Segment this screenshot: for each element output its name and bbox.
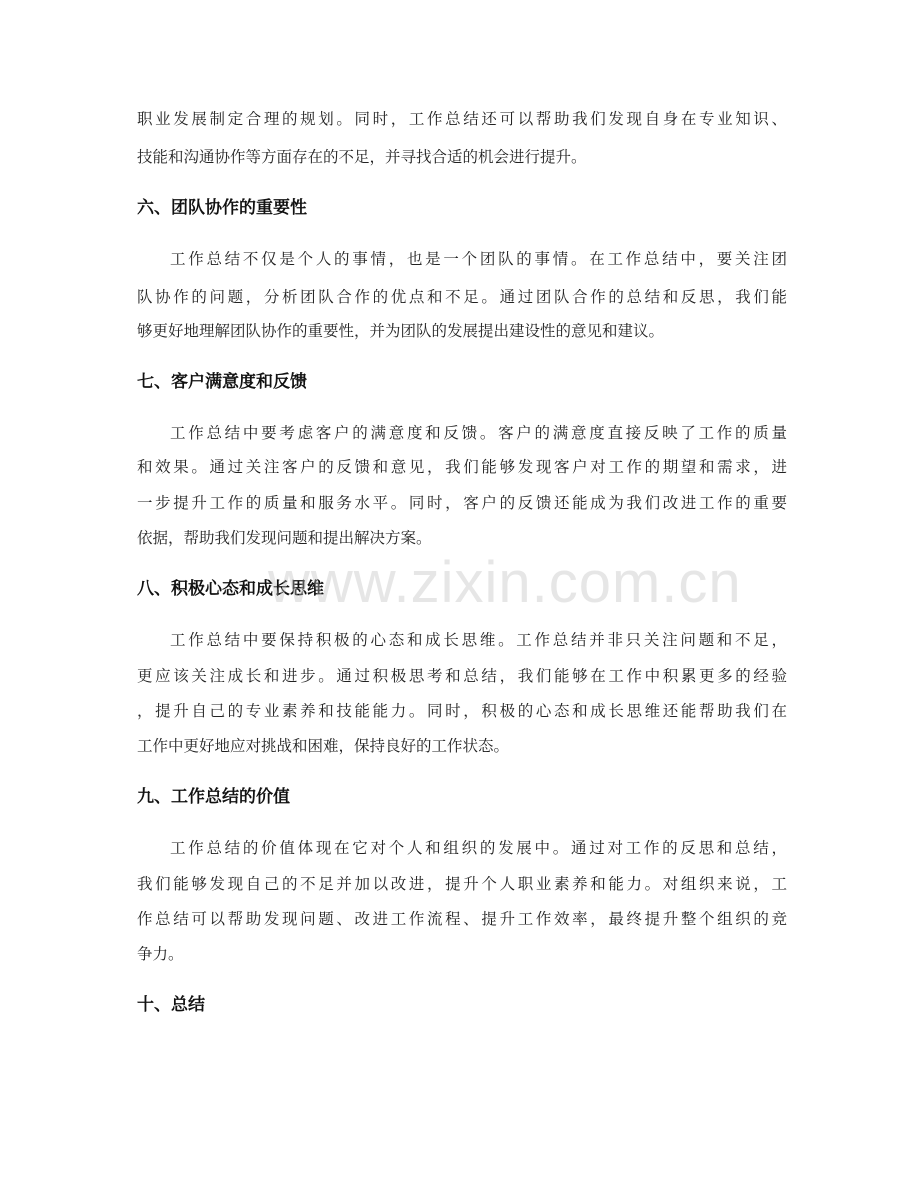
section-heading: 七、客户满意度和反馈: [137, 372, 307, 392]
section-heading: 十、总结: [137, 995, 205, 1015]
paragraph-line: 够更好地理解团队协作的重要性，并为团队的发展提出建设性的意见和建议。: [137, 322, 665, 340]
paragraph-line: ，提升自己的专业素养和技能能力。同时，积极的心态和成长思维还能帮助我们在: [137, 702, 787, 720]
paragraph-line: 队协作的问题，分析团队合作的优点和不足。通过团队合作的总结和反思，我们能: [137, 288, 787, 306]
paragraph-line: 依据，帮助我们发现问题和提出解决方案。: [137, 529, 432, 547]
paragraph-line: 一步提升工作的质量和服务水平。同时，客户的反馈还能成为我们改进工作的重要: [137, 494, 787, 512]
paragraph-line: 争力。: [137, 945, 184, 963]
watermark: www.zixin.com.cn: [268, 550, 742, 615]
paragraph-line: 技能和沟通协作等方面存在的不足，并寻找合适的机会进行提升。: [137, 148, 587, 166]
paragraph-line: 工作总结中要保持积极的心态和成长思维。工作总结并非只关注问题和不足，: [170, 631, 787, 649]
paragraph-line: 工作中更好地应对挑战和困难，保持良好的工作状态。: [137, 737, 510, 755]
paragraph-line: 我们能够发现自己的不足并加以改进，提升个人职业素养和能力。对组织来说，工: [137, 875, 787, 893]
section-heading: 八、积极心态和成长思维: [137, 579, 324, 599]
paragraph-line: 工作总结中要考虑客户的满意度和反馈。客户的满意度直接反映了工作的质量: [170, 424, 787, 442]
section-heading: 九、工作总结的价值: [137, 787, 290, 807]
paragraph-line: 和效果。通过关注客户的反馈和意见，我们能够发现客户对工作的期望和需求，进: [137, 458, 787, 476]
paragraph-line: 更应该关注成长和进步。通过积极思考和总结，我们能够在工作中积累更多的经验: [137, 667, 787, 685]
paragraph-line: 作总结可以帮助发现问题、改进工作流程、提升工作效率，最终提升整个组织的竞: [137, 910, 787, 928]
paragraph-line: 工作总结的价值体现在它对个人和组织的发展中。通过对工作的反思和总结，: [170, 839, 787, 857]
section-heading: 六、团队协作的重要性: [137, 198, 307, 218]
paragraph-line: 职业发展制定合理的规划。同时，工作总结还可以帮助我们发现自身在专业知识、: [137, 110, 787, 128]
paragraph-line: 工作总结不仅是个人的事情，也是一个团队的事情。在工作总结中，要关注团: [170, 250, 787, 268]
